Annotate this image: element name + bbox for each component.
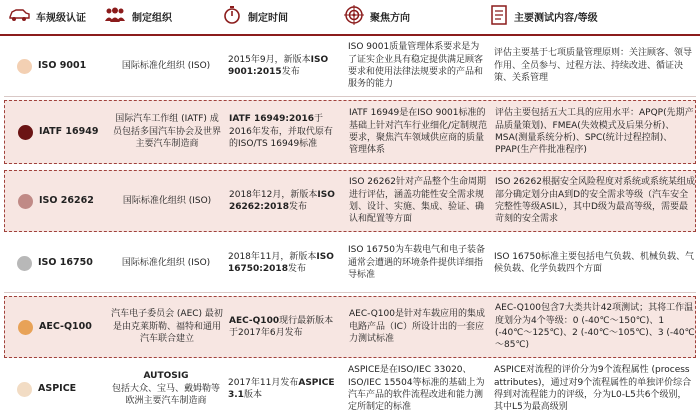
cert-name: IATF 16949: [39, 125, 99, 137]
target-icon: [344, 5, 364, 28]
row-marker-circle: [17, 256, 32, 271]
test-text: AEC-Q100包含7大类共计42项测试；其将工作温度划分为4个等级：0 (-40℃～150℃)、1 (-40℃～125℃)、2 (-40℃～105℃)、3 (-40℃～85℃): [495, 303, 695, 351]
row-marker-circle: [18, 125, 33, 140]
header-cert: [8, 0, 86, 33]
org-text: 国际汽车工作组 (IATF) 成员包括多国汽车协会及世界主要汽车制造商: [112, 114, 221, 150]
time-text: 2018年12月，新版本ISO 26262:2018发布: [229, 189, 335, 212]
focus-text: ISO 16750为车载电气和电子装备通常会遭遇的环境条件提供详细指导标准: [348, 245, 485, 281]
org-text: 国际标准化组织 (ISO): [121, 60, 211, 71]
focus-text: ISO 9001质量管理体系要求是为了证实企业具有稳定提供满足顾客要求和使用法律法规要求的产品和服务的能力: [348, 42, 484, 90]
people-icon: [104, 7, 126, 26]
row-marker-circle: [17, 59, 32, 74]
row-marker-circle: [18, 320, 33, 335]
cert-name: ISO 26262: [39, 194, 94, 206]
row-marker-circle: [17, 382, 32, 397]
cert-name: ASPICE: [38, 382, 77, 394]
org-text: 国际标准化组织 (ISO): [122, 195, 212, 206]
org-text: 汽车电子委员会 (AEC) 最初是由克莱斯勒、福特和通用汽车联合建立: [111, 309, 223, 345]
header-org-label: 制定组织: [132, 13, 172, 24]
row-divider: [4, 292, 696, 293]
stopwatch-icon: [222, 5, 242, 28]
car-icon: [8, 8, 30, 25]
cert-name: AEC-Q100: [39, 320, 92, 332]
header-focus-label: 聚焦方向: [370, 13, 410, 24]
table-row: [4, 362, 696, 416]
test-text: ASPICE对流程的评价分为9个流程属性 (process attributes)，通过对9个流程属性的单独评价综合得到对流程能力的评级，分为L0-L5共6个级别，其中L5为最高级别: [494, 365, 692, 413]
header-focus: [344, 0, 410, 33]
header-test-label: 主要测试内容/等级: [514, 13, 598, 24]
org-text: 国际标准化组织 (ISO): [121, 257, 211, 268]
org-text: AUTOSIG 包括大众、宝马、戴姆勒等欧洲主要汽车制造商: [111, 371, 220, 407]
focus-text: IATF 16949是在ISO 9001标准的基础上针对汽车行业细化/定制规范要求，聚焦汽车领域供应商的质量管理体系: [349, 108, 488, 156]
table-row: [4, 238, 696, 288]
cert-name: ISO 9001: [38, 59, 87, 71]
header-test: [490, 0, 598, 33]
row-divider: [4, 96, 696, 97]
document-icon: [490, 5, 508, 28]
focus-text: ISO 26262针对产品整个生命周期进行评估，涵盖功能性安全需求规划、设计、实施、集成、验证、确认和配置等方面: [349, 177, 486, 225]
header-time: [222, 0, 288, 33]
table-row: [4, 100, 696, 164]
table-header: [0, 0, 700, 33]
test-text: 评估主要基于七项质量管理原则：关注顾客、领导作用、全员参与、过程方法、持续改进、循证决策、关系管理: [494, 48, 693, 84]
row-marker-circle: [18, 194, 33, 209]
focus-text: AEC-Q100是针对车载应用的集成电路产品（IC）所设计出的一套应力测试标准: [349, 309, 485, 345]
time-text: IATF 16949:2016于2016年发布，并取代原有的ISO/TS 16949标准: [229, 114, 333, 150]
test-text: ISO 26262根据安全风险程度对系统或系统某组成部分确定划分由A到D的安全需求等级（汽车安全完整性等级ASIL），其中D级为最高等级，需要最苛刻的安全需求: [495, 177, 695, 225]
time-text: AEC-Q100现行最新版本于2017年6月发布: [229, 315, 334, 338]
table-row: [4, 40, 696, 92]
cert-name: ISO 16750: [38, 256, 93, 268]
header-divider: [0, 34, 700, 36]
time-text: 2018年11月，新版本ISO 16750:2018发布: [228, 251, 334, 274]
test-text: 评估主要包括五大工具的应用水平：APQP(先期产品质量策划)、FMEA(失效模式及后果分析)、MSA(测量系统分析)、SPC(统计过程控制)、PPAP(生产件批准程序): [495, 108, 694, 156]
header-org: [104, 0, 172, 33]
table-row: [4, 170, 696, 232]
test-text: ISO 16750标准主要包括电气负载、机械负载、气候负载、化学负载四个方面: [494, 251, 694, 274]
time-text: 2015年9月，新版本ISO 9001:2015发布: [228, 54, 329, 77]
table-row: [4, 296, 696, 358]
focus-text: ASPICE是在ISO/IEC 33020、ISO/IEC 15504等标准的基础上为汽车产品的软件流程改进和能力测定所制定的标准: [348, 365, 485, 413]
header-time-label: 制定时间: [248, 13, 288, 24]
time-text: 2017年11月发布ASPICE 3.1版本: [228, 377, 335, 400]
header-cert-label: 车规级认证: [36, 13, 86, 24]
